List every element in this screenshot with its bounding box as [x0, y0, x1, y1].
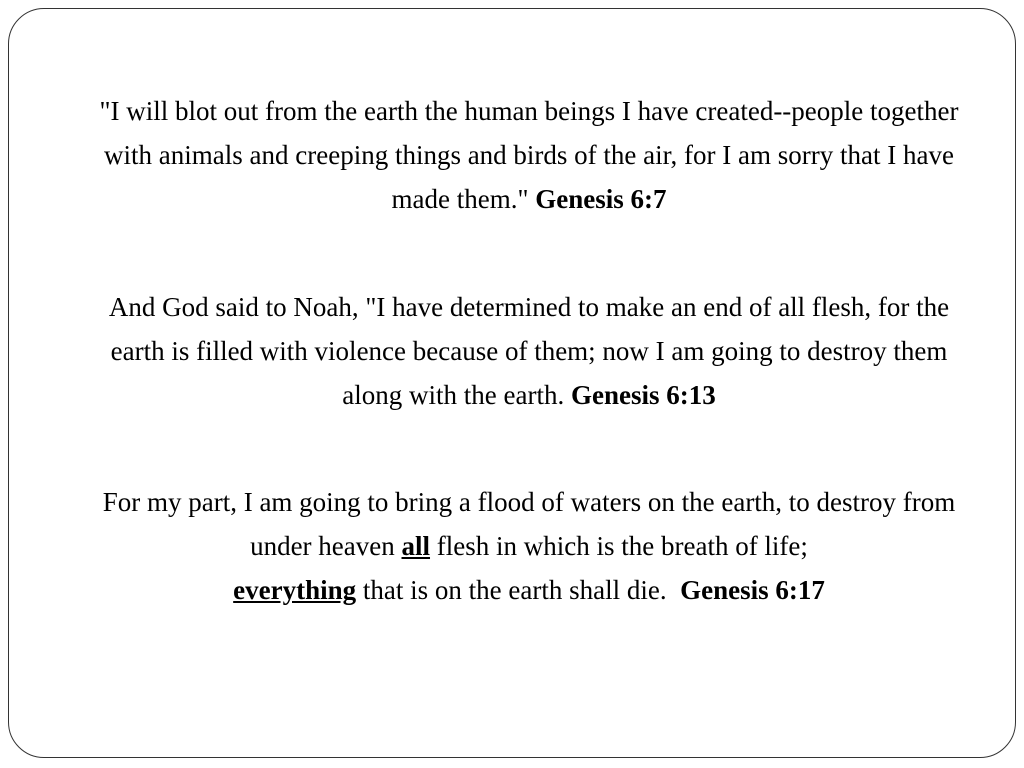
verse-reference: Genesis 6:13	[570, 380, 716, 410]
verse-text: "I will blot out from the earth the human beings I have created--people together with animals and creeping things and birds of the air, for I am sorry that I have made them."	[99, 96, 959, 214]
verse-genesis-6-13	[79, 285, 979, 417]
verse-text: For my part, I am going to bring a flood of waters on the earth, to destroy from under heaven	[102, 487, 956, 561]
verse-genesis-6-17	[79, 480, 979, 612]
verse-reference: Genesis 6:7	[535, 184, 667, 214]
verse-text: that is on the earth shall die.	[362, 575, 667, 605]
verse-reference: Genesis 6:17	[680, 575, 825, 605]
verse-text: flesh in which is the breath of life;	[436, 531, 808, 561]
emphasized-word: all	[401, 531, 431, 561]
slide-frame	[8, 8, 1016, 758]
verse-text: And God said to Noah, "I have determined to make an end of all flesh, for the earth is filled with violence because of them; now I am going to destroy them along with the earth.	[108, 292, 950, 410]
emphasized-word: everything	[233, 575, 357, 605]
verse-genesis-6-7	[79, 89, 979, 221]
